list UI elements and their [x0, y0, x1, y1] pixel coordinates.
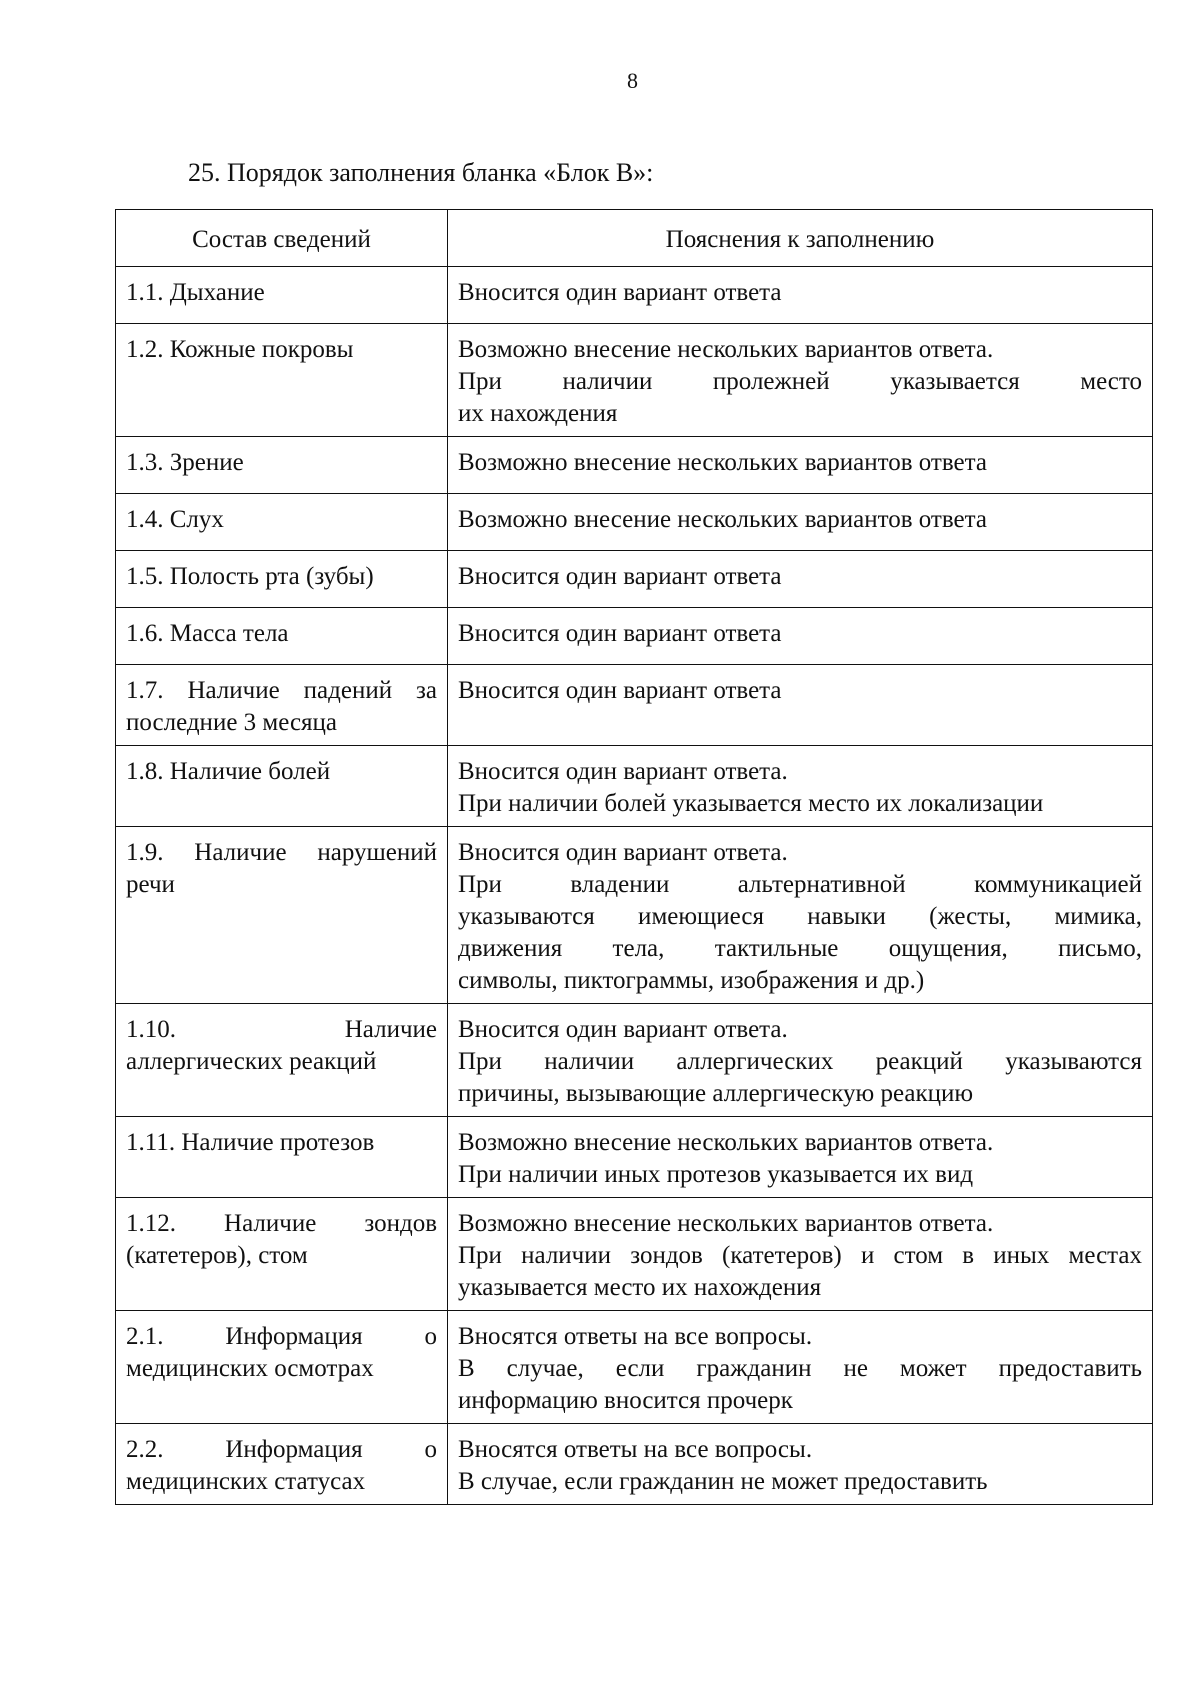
table-row: [116, 1424, 1153, 1505]
item-cell: 1.8. Наличие болей: [116, 746, 448, 827]
table-row: [116, 324, 1153, 437]
table-header-row: [116, 210, 1153, 267]
item-cell: 1.11. Наличие протезов: [116, 1117, 448, 1198]
table-row: [116, 827, 1153, 1004]
explanation-cell: [448, 494, 1153, 551]
table-row: [116, 1311, 1153, 1424]
explanation-cell: [448, 1117, 1153, 1198]
explanation-line: В случае, если гражданин не может предоставить: [458, 1468, 988, 1495]
explanation-cell: [448, 746, 1153, 827]
explanation-cell: [448, 267, 1153, 324]
explanation-line: информацию вносится прочерк: [458, 1387, 793, 1414]
explanation-line: Вносятся ответы на все вопросы.: [458, 1323, 813, 1350]
item-cell: 1.9. Наличие нарушений речи: [116, 827, 448, 1004]
explanation-line: При наличии пролежней указывается место: [458, 368, 1142, 395]
explanation-cell: [448, 665, 1153, 746]
explanation-cell: [448, 827, 1153, 1004]
item-cell: 1.4. Слух: [116, 494, 448, 551]
page-number: 8: [627, 68, 638, 93]
explanation-cell: [448, 551, 1153, 608]
explanation-cell: [448, 1311, 1153, 1424]
explanation-line: Вносится один вариант ответа: [458, 279, 782, 306]
table-row: [116, 437, 1153, 494]
explanation-cell: [448, 1004, 1153, 1117]
table-row: [116, 665, 1153, 746]
explanation-cell: [448, 608, 1153, 665]
item-cell: 1.3. Зрение: [116, 437, 448, 494]
explanation-line: При наличии иных протезов указывается их вид: [458, 1161, 974, 1188]
item-cell: 2.1. Информация о медицинских осмотрах: [116, 1311, 448, 1424]
item-cell: 1.5. Полость рта (зубы): [116, 551, 448, 608]
explanation-cell: [448, 324, 1153, 437]
header-composition: Состав сведений: [116, 210, 448, 267]
item-cell: 1.1. Дыхание: [116, 267, 448, 324]
explanation-line: Вносится один вариант ответа.: [458, 758, 788, 785]
table-row: [116, 1117, 1153, 1198]
explanation-line: Вносится один вариант ответа: [458, 677, 782, 704]
explanation-line: указываются имеющиеся навыки (жесты, мимика,: [458, 903, 1142, 930]
fill-order-table: [115, 209, 1153, 1505]
table-body: [116, 267, 1153, 1505]
explanation-line: При наличии зондов (катетеров) и стом в иных местах: [458, 1242, 1142, 1269]
item-cell: 2.2. Информация о медицинских статусах: [116, 1424, 448, 1505]
explanation-line: Возможно внесение нескольких вариантов ответа: [458, 506, 987, 533]
explanation-line: движения тела, тактильные ощущения, письмо,: [458, 935, 1142, 962]
explanation-line: Возможно внесение нескольких вариантов ответа.: [458, 1129, 994, 1156]
explanation-line: В случае, если гражданин не может предоставить: [458, 1355, 1142, 1382]
explanation-line: Вносится один вариант ответа.: [458, 1016, 788, 1043]
explanation-line: Возможно внесение нескольких вариантов ответа: [458, 449, 987, 476]
table-row: [116, 746, 1153, 827]
explanation-line: При владении альтернативной коммуникацией: [458, 871, 1142, 898]
explanation-line: Вносится один вариант ответа: [458, 620, 782, 647]
table-row: [116, 1198, 1153, 1311]
explanation-line: причины, вызывающие аллергическую реакцию: [458, 1080, 974, 1107]
header-explanations: Пояснения к заполнению: [448, 210, 1153, 267]
explanation-cell: [448, 437, 1153, 494]
item-cell: 1.12. Наличие зондов (катетеров), стом: [116, 1198, 448, 1311]
table-row: [116, 1004, 1153, 1117]
item-cell: 1.10. Наличие аллергических реакций: [116, 1004, 448, 1117]
explanation-cell: [448, 1198, 1153, 1311]
explanation-line: символы, пиктограммы, изображения и др.): [458, 967, 925, 994]
explanation-line: При наличии аллергических реакций указываются: [458, 1048, 1142, 1075]
explanation-line: Возможно внесение нескольких вариантов ответа.: [458, 336, 994, 363]
table-row: [116, 608, 1153, 665]
explanation-line: их нахождения: [458, 400, 618, 427]
explanation-line: Вносятся ответы на все вопросы.: [458, 1436, 813, 1463]
item-cell: 1.7. Наличие падений за последние 3 месяца: [116, 665, 448, 746]
explanation-line: Вносится один вариант ответа: [458, 563, 782, 590]
explanation-line: При наличии болей указывается место их локализации: [458, 790, 1044, 817]
section-heading: 25. Порядок заполнения бланка «Блок В»:: [188, 158, 654, 187]
item-cell: 1.6. Масса тела: [116, 608, 448, 665]
table-row: [116, 494, 1153, 551]
item-cell: 1.2. Кожные покровы: [116, 324, 448, 437]
explanation-line: Возможно внесение нескольких вариантов ответа.: [458, 1210, 994, 1237]
explanation-line: Вносится один вариант ответа.: [458, 839, 788, 866]
table-row: [116, 267, 1153, 324]
explanation-cell: [448, 1424, 1153, 1505]
table-row: [116, 551, 1153, 608]
explanation-line: указывается место их нахождения: [458, 1274, 822, 1301]
